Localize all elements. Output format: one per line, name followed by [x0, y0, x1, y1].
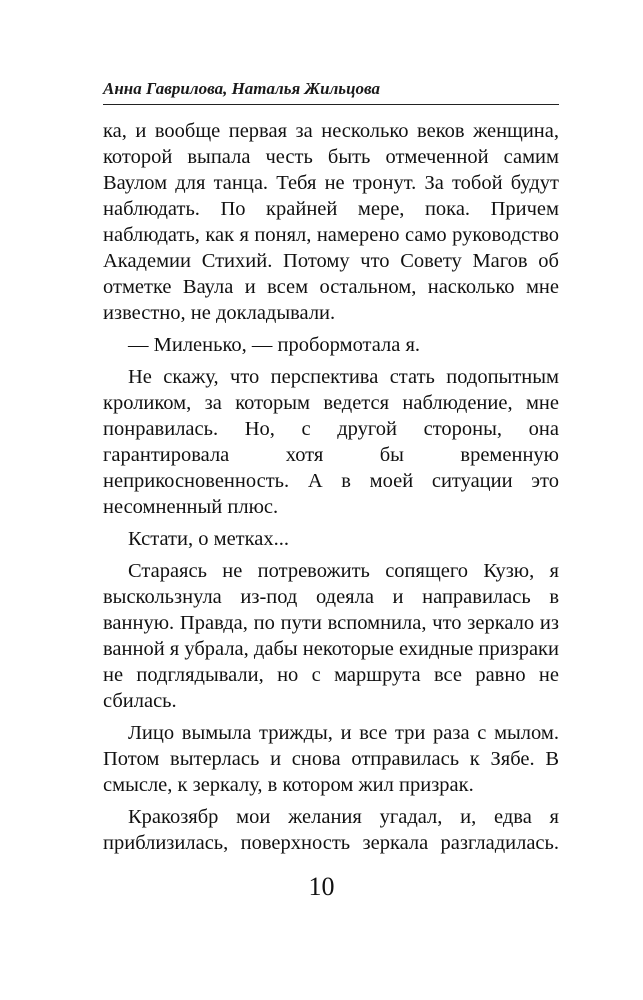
- body-text: [103, 118, 559, 858]
- paragraph: Кракозябр мои желания угадал, и, едва я приблизилась, поверхность зеркала разгладилась.: [103, 806, 559, 854]
- paragraph: Лицо вымыла трижды, и все три раза с мылом. Потом вытерлась и снова отправилась к Зябе. В смысле, к зеркалу, в котором жил призрак.: [103, 722, 559, 796]
- paragraph-dialogue: — Миленько, — пробормотала я.: [128, 334, 421, 356]
- running-head-authors: Анна Гаврилова, Наталья Жильцова: [103, 78, 559, 105]
- page-number: 10: [308, 872, 335, 901]
- paragraph: Не скажу, что перспектива стать подопытным кроликом, за которым ведется наблюдение, мне понравилась. Но, с другой стороны, она гарантировала хотя бы временную неприкосновенность. А в моей ситуации это несомненный плюс.: [103, 366, 559, 518]
- paragraph: Стараясь не потревожить сопящего Кузю, я выскользнула из-под одеяла и направилась в ванную. Правда, по пути вспомнила, что зеркало из ванной я убрала, дабы некоторые ехидные призраки не подглядывали, но с маршрута все равно не сбилась.: [103, 560, 559, 712]
- paragraph-continuation: ка, и вообще первая за несколько веков женщина, которой выпала честь быть отмеченной самим Ваулом для танца. Тебя не тронут. За тобой будут наблюдать. По крайней мере, пока. Причем наблюдать, как я понял, намерено само руководство Академии Стихий. Потому что Совету Магов об отметке Ваула и всем остальном, насколько мне известно, не докладывали.: [103, 120, 559, 324]
- paragraph: Кстати, о метках...: [128, 528, 289, 550]
